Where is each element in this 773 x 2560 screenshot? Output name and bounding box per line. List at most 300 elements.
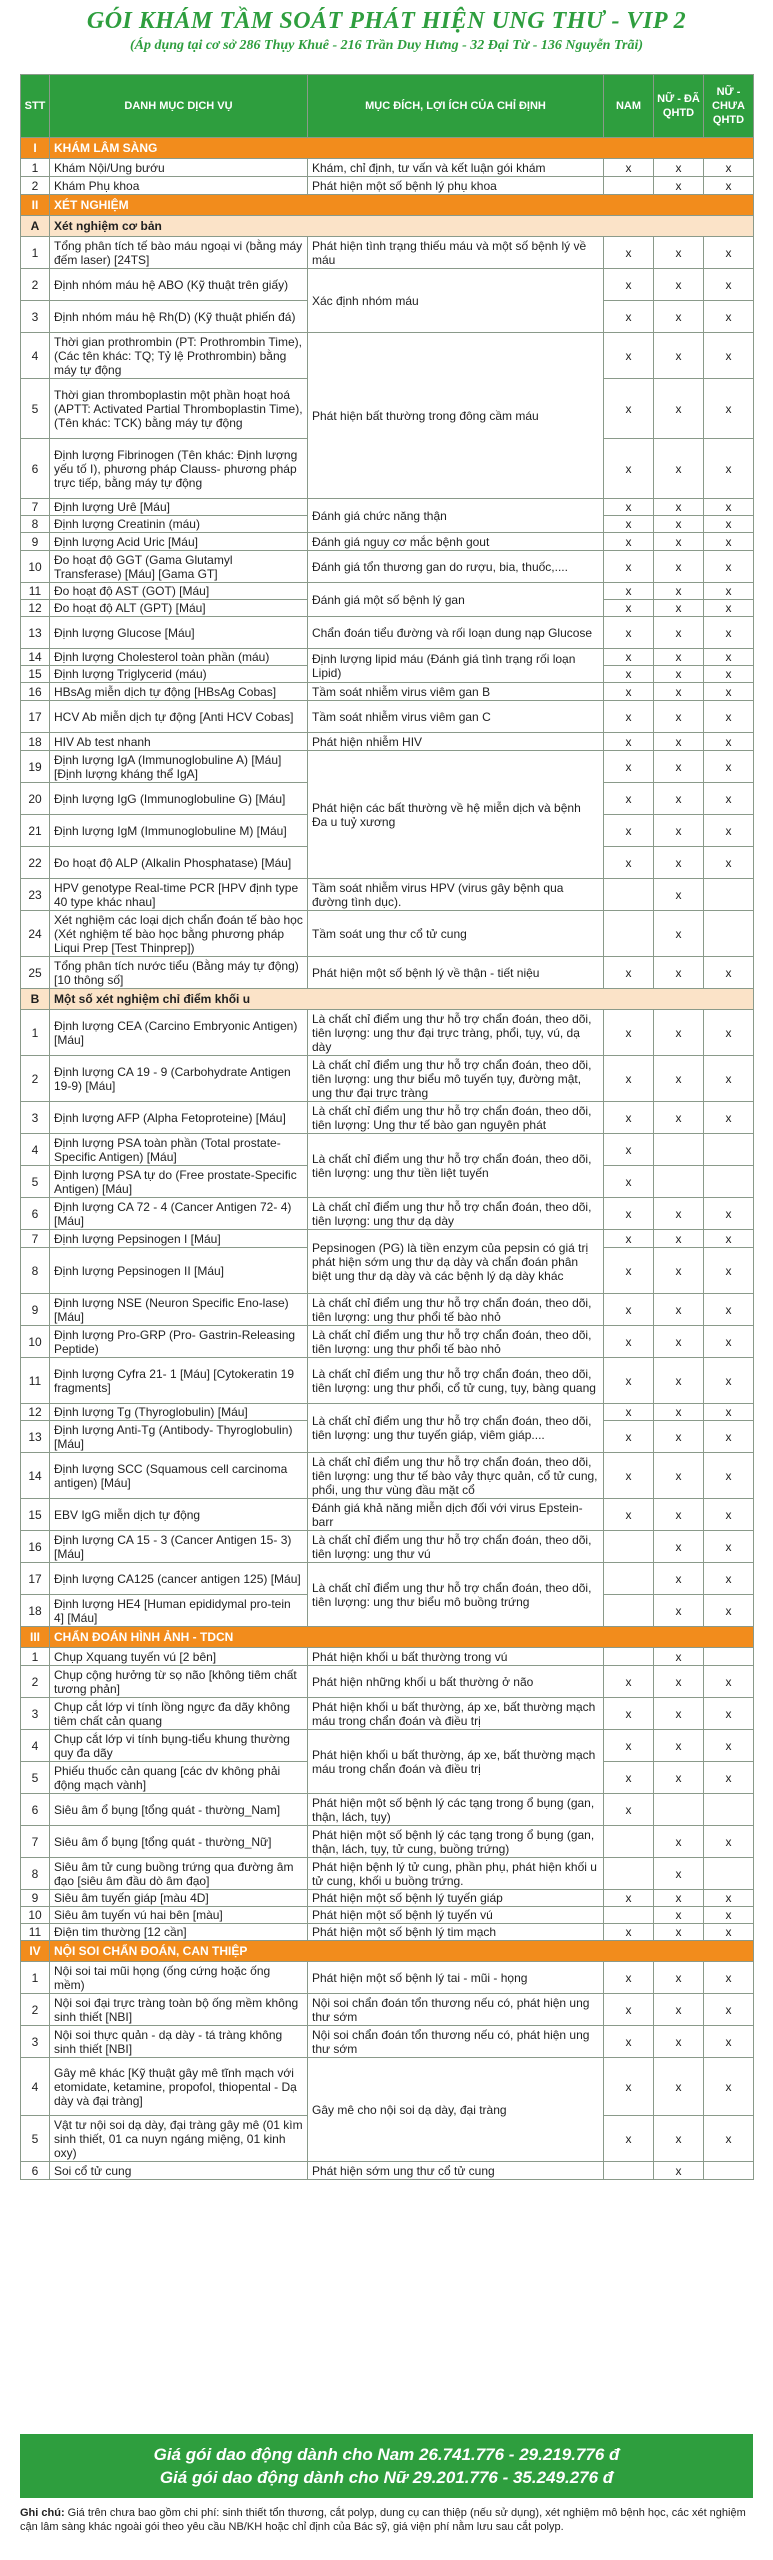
row-number: 14	[21, 649, 50, 666]
row-number: 7	[21, 499, 50, 516]
row-number: 6	[21, 1794, 50, 1826]
service-name: Định lượng Triglycerid (máu)	[50, 666, 308, 683]
male-mark: x	[604, 751, 654, 783]
male-mark: x	[604, 683, 654, 701]
female-married-mark: x	[654, 1890, 704, 1907]
female-married-mark: x	[654, 1230, 704, 1248]
service-name: Siêu âm tuyến giáp [màu 4D]	[50, 1890, 308, 1907]
footnote	[20, 2506, 753, 2534]
female-married-mark: x	[654, 159, 704, 177]
female-single-mark: x	[704, 1962, 754, 1994]
female-married-mark: x	[654, 1666, 704, 1698]
female-married-mark: x	[654, 1826, 704, 1858]
female-married-mark: x	[654, 701, 704, 733]
male-mark: x	[604, 1294, 654, 1326]
service-name: Định lượng Pepsinogen I [Máu]	[50, 1230, 308, 1248]
service-name: Nội soi tai mũi họng (ống cứng hoặc ống mềm)	[50, 1962, 308, 1994]
service-name: Định lượng IgG (Immunoglobuline G) [Máu]	[50, 783, 308, 815]
male-mark: x	[604, 1994, 654, 2026]
female-married-mark: x	[654, 1326, 704, 1358]
row-number: 3	[21, 1698, 50, 1730]
female-married-mark	[654, 1134, 704, 1166]
female-single-mark: x	[704, 1666, 754, 1698]
purpose: Phát hiện một số bệnh lý phụ khoa	[308, 177, 604, 195]
female-married-mark: x	[654, 1907, 704, 1924]
row-number: 13	[21, 617, 50, 649]
purpose: Phát hiện một số bệnh lý về thận - tiết niệu	[308, 957, 604, 989]
purpose: Là chất chỉ điểm ung thư hỗ trợ chẩn đoán, theo dõi, tiên lượng: ung thư tuyến giáp, viêm giáp....	[308, 1404, 604, 1453]
table-row	[21, 1994, 754, 2026]
service-name: Định lượng Creatinin (máu)	[50, 516, 308, 533]
page-title: GÓI KHÁM TẦM SOÁT PHÁT HIỆN UNG THƯ - VIP 2	[86, 8, 687, 34]
section-title: CHẨN ĐOÁN HÌNH ẢNH - TDCN	[50, 1627, 754, 1648]
female-single-mark	[704, 1858, 754, 1890]
male-mark: x	[604, 499, 654, 516]
row-number: 10	[21, 1326, 50, 1358]
male-mark	[604, 911, 654, 957]
male-mark: x	[604, 1730, 654, 1762]
row-number: 2	[21, 1666, 50, 1698]
female-married-mark: x	[654, 1248, 704, 1294]
male-mark: x	[604, 1166, 654, 1198]
section-title: KHÁM LÂM SÀNG	[50, 138, 754, 159]
male-mark: x	[604, 1102, 654, 1134]
table-row	[21, 1102, 754, 1134]
male-mark: x	[604, 1248, 654, 1294]
table-row	[21, 499, 754, 516]
table-row	[21, 2026, 754, 2058]
female-single-mark: x	[704, 1994, 754, 2026]
table-row	[21, 269, 754, 301]
service-name: Điện tim thường [12 cần]	[50, 1924, 308, 1941]
table-row	[21, 957, 754, 989]
subsection-row	[21, 216, 754, 237]
purpose: Là chất chỉ điểm ung thư hỗ trợ chẩn đoán, theo dõi, tiên lượng: ung thư biểu mô tuyến tụy, đường mật, ung thư đại trực tràng	[308, 1056, 604, 1102]
female-single-mark	[704, 1134, 754, 1166]
service-name: Định lượng Tg (Thyroglobulin) [Máu]	[50, 1404, 308, 1421]
purpose: Xác định nhóm máu	[308, 269, 604, 333]
section-title: Xét nghiệm cơ bản	[50, 216, 754, 237]
female-married-mark: x	[654, 1499, 704, 1531]
row-number: 1	[21, 159, 50, 177]
service-name: Định lượng Urê [Máu]	[50, 499, 308, 516]
male-mark: x	[604, 301, 654, 333]
table-row	[21, 1198, 754, 1230]
female-single-mark: x	[704, 600, 754, 617]
service-name: Định lượng Cyfra 21- 1 [Máu] [Cytokeratin 19 fragments]	[50, 1358, 308, 1404]
female-single-mark	[704, 1794, 754, 1826]
row-number: 16	[21, 1531, 50, 1563]
female-married-mark: x	[654, 237, 704, 269]
row-number: 10	[21, 1907, 50, 1924]
purpose: Phát hiện bất thường trong đông cầm máu	[308, 333, 604, 499]
female-married-mark: x	[654, 439, 704, 499]
female-married-mark: x	[654, 1730, 704, 1762]
purpose: Đánh giá chức năng thận	[308, 499, 604, 533]
female-single-mark: x	[704, 1453, 754, 1499]
male-mark: x	[604, 1134, 654, 1166]
purpose: Tầm soát nhiễm virus HPV (virus gây bệnh qua đường tình dục).	[308, 879, 604, 911]
male-mark	[604, 1826, 654, 1858]
male-mark: x	[604, 783, 654, 815]
female-single-mark: x	[704, 533, 754, 551]
row-number: 3	[21, 2026, 50, 2058]
row-number: 10	[21, 551, 50, 583]
female-married-mark: x	[654, 1762, 704, 1794]
female-single-mark: x	[704, 1294, 754, 1326]
table-row	[21, 1698, 754, 1730]
section-number: IV	[21, 1941, 50, 1962]
section-title: NỘI SOI CHẨN ĐOÁN, CAN THIỆP	[50, 1941, 754, 1962]
female-single-mark: x	[704, 269, 754, 301]
row-number: 23	[21, 879, 50, 911]
female-married-mark: x	[654, 733, 704, 751]
male-mark	[604, 2162, 654, 2180]
female-married-mark: x	[654, 2058, 704, 2116]
female-single-mark: x	[704, 617, 754, 649]
service-name: Siêu âm ổ bụng [tổng quát - thường_Nữ]	[50, 1826, 308, 1858]
row-number: 5	[21, 379, 50, 439]
female-single-mark: x	[704, 666, 754, 683]
row-number: 7	[21, 1230, 50, 1248]
row-number: 5	[21, 2116, 50, 2162]
service-name: Siêu âm ổ bụng [tổng quát - thường_Nam]	[50, 1794, 308, 1826]
female-married-mark: x	[654, 583, 704, 600]
col-header-male: NAM	[604, 75, 654, 138]
female-single-mark: x	[704, 1404, 754, 1421]
female-married-mark: x	[654, 783, 704, 815]
table-row	[21, 879, 754, 911]
female-married-mark: x	[654, 1404, 704, 1421]
service-name: Định lượng Acid Uric [Máu]	[50, 533, 308, 551]
purpose: Tầm soát nhiễm virus viêm gan B	[308, 683, 604, 701]
service-table	[20, 74, 754, 2180]
service-name: Định lượng IgA (Immunoglobuline A) [Máu] [Định lượng kháng thể IgA]	[50, 751, 308, 783]
purpose: Phát hiện bệnh lý tử cung, phần phụ, phát hiện khối u tử cung, khối u buồng trứng.	[308, 1858, 604, 1890]
female-married-mark: x	[654, 1924, 704, 1941]
female-married-mark: x	[654, 1358, 704, 1404]
row-number: 6	[21, 2162, 50, 2180]
female-single-mark: x	[704, 301, 754, 333]
male-mark: x	[604, 957, 654, 989]
male-mark: x	[604, 1230, 654, 1248]
purpose: Đánh giá một số bệnh lý gan	[308, 583, 604, 617]
table-row	[21, 1230, 754, 1248]
female-single-mark: x	[704, 1198, 754, 1230]
female-married-mark: x	[654, 815, 704, 847]
purpose: Đánh giá nguy cơ mắc bệnh gout	[308, 533, 604, 551]
female-married-mark: x	[654, 957, 704, 989]
row-number: 19	[21, 751, 50, 783]
table-row	[21, 1648, 754, 1666]
service-name: Soi cổ tử cung	[50, 2162, 308, 2180]
female-single-mark: x	[704, 1358, 754, 1404]
service-name: Định lượng CA125 (cancer antigen 125) [Máu]	[50, 1563, 308, 1595]
female-single-mark: x	[704, 957, 754, 989]
service-name: Phiếu thuốc cản quang [các dv không phải động mạch vành]	[50, 1762, 308, 1794]
female-married-mark: x	[654, 1453, 704, 1499]
purpose: Tầm soát ung thư cổ tử cung	[308, 911, 604, 957]
row-number: 8	[21, 516, 50, 533]
male-mark: x	[604, 2116, 654, 2162]
female-single-mark: x	[704, 439, 754, 499]
male-mark: x	[604, 1666, 654, 1698]
purpose: Là chất chỉ điểm ung thư hỗ trợ chẩn đoán, theo dõi, tiên lượng: ung thư tế bào vảy thực quản, cổ tử cung, phổi, ung thư vùng đầu mặt cổ	[308, 1453, 604, 1499]
purpose: Là chất chỉ điểm ung thư hỗ trợ chẩn đoán, theo dõi, tiên lượng: Ung thư tế bào gan nguyên phát	[308, 1102, 604, 1134]
row-number: 18	[21, 733, 50, 751]
service-name: Định lượng IgM (Immunoglobuline M) [Máu]	[50, 815, 308, 847]
service-name: Định lượng CA 15 - 3 (Cancer Antigen 15- 3) [Máu]	[50, 1531, 308, 1563]
purpose: Phát hiện khối u bất thường, áp xe, bất thường mạch máu trong chẩn đoán và điều trị	[308, 1730, 604, 1794]
female-married-mark: x	[654, 1198, 704, 1230]
row-number: 25	[21, 957, 50, 989]
col-header-stt: STT	[21, 75, 50, 138]
service-name: Đo hoạt độ AST (GOT) [Máu]	[50, 583, 308, 600]
section-row	[21, 1627, 754, 1648]
female-married-mark: x	[654, 649, 704, 666]
table-row	[21, 1730, 754, 1762]
service-name: Xét nghiệm các loại dịch chẩn đoán tế bào học (Xét nghiệm tế bào học bằng phương pháp Liqui Prep [Test Thinprep])	[50, 911, 308, 957]
row-number: 11	[21, 1924, 50, 1941]
male-mark: x	[604, 1358, 654, 1404]
row-number: 2	[21, 269, 50, 301]
row-number: 11	[21, 583, 50, 600]
female-married-mark: x	[654, 911, 704, 957]
row-number: 1	[21, 1962, 50, 1994]
purpose: Phát hiện khối u bất thường, áp xe, bất thường mạch máu trong chẩn đoán và điều trị	[308, 1698, 604, 1730]
row-number: 12	[21, 600, 50, 617]
service-name: Định lượng Glucose [Máu]	[50, 617, 308, 649]
table-header-row	[21, 75, 754, 138]
male-mark: x	[604, 617, 654, 649]
female-single-mark: x	[704, 1907, 754, 1924]
female-married-mark: x	[654, 516, 704, 533]
service-name: HPV genotype Real-time PCR [HPV định type 40 type khác nhau]	[50, 879, 308, 911]
male-mark	[604, 1648, 654, 1666]
purpose: Phát hiện sớm ung thư cổ tử cung	[308, 2162, 604, 2180]
row-number: 21	[21, 815, 50, 847]
purpose: Định lượng lipid máu (Đánh giá tình trạng rối loạn Lipid)	[308, 649, 604, 683]
row-number: 4	[21, 333, 50, 379]
female-married-mark: x	[654, 2026, 704, 2058]
section-title: XÉT NGHIỆM	[50, 195, 754, 216]
col-header-female-married: NỮ - ĐÃ QHTD	[654, 75, 704, 138]
male-mark: x	[604, 2058, 654, 2116]
service-name: Chụp Xquang tuyến vú [2 bên]	[50, 1648, 308, 1666]
purpose: Phát hiện một số bệnh lý các tạng trong ổ bụng (gan, thận, lách, tụy, tử cung, buồng trứng)	[308, 1826, 604, 1858]
purpose: Là chất chỉ điểm ung thư hỗ trợ chẩn đoán, theo dõi, tiên lượng: ung thư phổi tế bào nhỏ	[308, 1326, 604, 1358]
female-single-mark: x	[704, 2116, 754, 2162]
row-number: 1	[21, 1010, 50, 1056]
service-name: Định lượng SCC (Squamous cell carcinoma antigen) [Máu]	[50, 1453, 308, 1499]
purpose: Là chất chỉ điểm ung thư hỗ trợ chẩn đoán, theo dõi, tiên lượng: ung thư phổi, cổ tử cung, tụy, bàng quang	[308, 1358, 604, 1404]
female-married-mark: x	[654, 600, 704, 617]
male-mark: x	[604, 1404, 654, 1421]
header	[0, 0, 773, 74]
female-married-mark: x	[654, 1698, 704, 1730]
table-row	[21, 649, 754, 666]
female-married-mark: x	[654, 1010, 704, 1056]
table-row	[21, 683, 754, 701]
row-number: 6	[21, 1198, 50, 1230]
row-number: 12	[21, 1404, 50, 1421]
male-mark: x	[604, 1698, 654, 1730]
service-name: Định lượng PSA tự do (Free prostate-Specific Antigen) [Máu]	[50, 1166, 308, 1198]
service-name: Định lượng HE4 [Human epididymal pro-tein 4] [Máu]	[50, 1595, 308, 1627]
female-single-mark: x	[704, 1924, 754, 1941]
table-row	[21, 1326, 754, 1358]
female-married-mark: x	[654, 1531, 704, 1563]
female-single-mark: x	[704, 1056, 754, 1102]
purpose: Phát hiện một số bệnh lý tim mạch	[308, 1924, 604, 1941]
row-number: 2	[21, 177, 50, 195]
female-single-mark: x	[704, 701, 754, 733]
table-row	[21, 1404, 754, 1421]
female-married-mark: x	[654, 617, 704, 649]
row-number: 20	[21, 783, 50, 815]
service-name: Định lượng CA 72 - 4 (Cancer Antigen 72- 4) [Máu]	[50, 1198, 308, 1230]
female-single-mark: x	[704, 1730, 754, 1762]
table-row	[21, 911, 754, 957]
row-number: 2	[21, 1994, 50, 2026]
footnote-text: Giá trên chưa bao gồm chi phí: sinh thiết tổn thương, cắt polyp, dung cụ can thiệp (nếu sử dụng), xét nghiệm mô bệnh học, các xét nghiệm cận lâm sàng khác ngoài gói theo yêu cầu NB/KH hoặc chỉ định của Bác sỹ, giá viện phí nằm lưu sau cắt polyp.	[20, 2507, 746, 2533]
male-mark: x	[604, 533, 654, 551]
purpose: Phát hiện một số bệnh lý tuyến giáp	[308, 1890, 604, 1907]
purpose: Là chất chỉ điểm ung thư hỗ trợ chẩn đoán, theo dõi, tiên lượng: ung thư tiền liệt tuyến	[308, 1134, 604, 1198]
table-row	[21, 1858, 754, 1890]
male-mark: x	[604, 1890, 654, 1907]
male-mark: x	[604, 1198, 654, 1230]
female-married-mark: x	[654, 879, 704, 911]
purpose: Là chất chỉ điểm ung thư hỗ trợ chẩn đoán, theo dõi, tiên lượng: ung thư biểu mô buồng trứng	[308, 1563, 604, 1627]
purpose: Nội soi chẩn đoán tổn thương nếu có, phát hiện ung thư sớm	[308, 1994, 604, 2026]
purpose: Gây mê cho nội soi dạ dày, đại tràng	[308, 2058, 604, 2162]
row-number: 5	[21, 1166, 50, 1198]
col-header-female-single: NỮ - CHƯA QHTD	[704, 75, 754, 138]
table-row	[21, 751, 754, 783]
purpose: Là chất chỉ điểm ung thư hỗ trợ chẩn đoán, theo dõi, tiên lượng: ung thư dạ dày	[308, 1198, 604, 1230]
row-number: 4	[21, 1730, 50, 1762]
service-name: Định lượng Pepsinogen II [Máu]	[50, 1248, 308, 1294]
female-single-mark	[704, 1648, 754, 1666]
row-number: 9	[21, 1890, 50, 1907]
male-mark	[604, 879, 654, 911]
table-row	[21, 2058, 754, 2116]
purpose: Đánh giá tổn thương gan do rượu, bia, thuốc,....	[308, 551, 604, 583]
section-number: A	[21, 216, 50, 237]
table-body	[21, 138, 754, 2180]
female-single-mark: x	[704, 1826, 754, 1858]
service-name: Khám Nội/Ung bướu	[50, 159, 308, 177]
female-single-mark: x	[704, 2026, 754, 2058]
service-name: Chụp cộng hưởng từ sọ não [không tiêm chất tương phản]	[50, 1666, 308, 1698]
male-mark: x	[604, 551, 654, 583]
female-single-mark: x	[704, 1421, 754, 1453]
female-single-mark: x	[704, 1102, 754, 1134]
female-single-mark: x	[704, 333, 754, 379]
row-number: 1	[21, 237, 50, 269]
service-name: Tổng phân tích tế bào máu ngoại vi (bằng máy đếm laser) [24TS]	[50, 237, 308, 269]
service-name: Định lượng NSE (Neuron Specific Eno-lase) [Máu]	[50, 1294, 308, 1326]
table-row	[21, 1499, 754, 1531]
female-single-mark: x	[704, 751, 754, 783]
male-mark: x	[604, 701, 654, 733]
purpose: Tầm soát nhiễm virus viêm gan C	[308, 701, 604, 733]
table-row	[21, 1666, 754, 1698]
service-name: Định lượng CA 19 - 9 (Carbohydrate Antigen 19-9) [Máu]	[50, 1056, 308, 1102]
service-name: Đo hoạt độ GGT (Gama Glutamyl Transferase) [Máu] [Gama GT]	[50, 551, 308, 583]
female-single-mark: x	[704, 1010, 754, 1056]
male-mark: x	[604, 379, 654, 439]
male-mark	[604, 1531, 654, 1563]
service-name: Định nhóm máu hệ Rh(D) (Kỹ thuật phiến đá)	[50, 301, 308, 333]
service-name: Vật tư nội soi dạ dày, đại tràng gây mê (01 kìm sinh thiết, 01 ca nuyn ngáng miệng, 01 kinh oxy)	[50, 2116, 308, 2162]
subsection-row	[21, 989, 754, 1010]
table-row	[21, 159, 754, 177]
table-row	[21, 1358, 754, 1404]
female-married-mark: x	[654, 1994, 704, 2026]
female-married-mark: x	[654, 1648, 704, 1666]
male-mark: x	[604, 666, 654, 683]
service-name: Thời gian prothrombin (PT: Prothrombin Time), (Các tên khác: TQ; Tỷ lệ Prothrombin) bằng máy tự động	[50, 333, 308, 379]
male-mark: x	[604, 269, 654, 301]
female-married-mark: x	[654, 1858, 704, 1890]
service-name: Chụp cắt lớp vi tính lồng ngực đa dãy không tiêm chất cản quang	[50, 1698, 308, 1730]
table-row	[21, 1890, 754, 1907]
row-number: 16	[21, 683, 50, 701]
table-row	[21, 1794, 754, 1826]
service-name: Định nhóm máu hệ ABO (Kỹ thuật trên giấy)	[50, 269, 308, 301]
section-number: B	[21, 989, 50, 1010]
male-mark	[604, 1595, 654, 1627]
male-mark: x	[604, 1421, 654, 1453]
section-number: II	[21, 195, 50, 216]
female-single-mark: x	[704, 177, 754, 195]
table-row	[21, 237, 754, 269]
female-married-mark: x	[654, 301, 704, 333]
female-single-mark: x	[704, 683, 754, 701]
table-row	[21, 701, 754, 733]
service-name: Nội soi đại trực tràng toàn bộ ống mềm không sinh thiết [NBI]	[50, 1994, 308, 2026]
service-name: Định lượng Cholesterol toàn phần (máu)	[50, 649, 308, 666]
table-row	[21, 1826, 754, 1858]
purpose: Phát hiện những khối u bất thường ở não	[308, 1666, 604, 1698]
table-row	[21, 1056, 754, 1102]
row-number: 11	[21, 1358, 50, 1404]
male-mark: x	[604, 847, 654, 879]
female-married-mark: x	[654, 751, 704, 783]
female-married-mark: x	[654, 2162, 704, 2180]
service-name: Tổng phân tích nước tiểu (Bằng máy tự động) [10 thông số]	[50, 957, 308, 989]
female-married-mark: x	[654, 1421, 704, 1453]
service-name: Siêu âm tử cung buồng trứng qua đường âm đạo [siêu âm đầu dò âm đạo]	[50, 1858, 308, 1890]
male-mark: x	[604, 1056, 654, 1102]
price-female: Giá gói dao động dành cho Nữ 29.201.776 - 35.249.276 đ	[159, 2468, 614, 2487]
row-number: 13	[21, 1421, 50, 1453]
col-header-service: DANH MỤC DỊCH VỤ	[50, 75, 308, 138]
female-married-mark: x	[654, 1563, 704, 1595]
female-married-mark: x	[654, 1294, 704, 1326]
service-name: EBV IgG miễn dịch tự động	[50, 1499, 308, 1531]
female-single-mark: x	[704, 159, 754, 177]
table-row	[21, 733, 754, 751]
section-row	[21, 195, 754, 216]
female-married-mark: x	[654, 533, 704, 551]
male-mark: x	[604, 333, 654, 379]
female-single-mark: x	[704, 379, 754, 439]
purpose: Phát hiện các bất thường về hệ miễn dịch và bệnh Đa u tuỷ xương	[308, 751, 604, 879]
table-row	[21, 1453, 754, 1499]
